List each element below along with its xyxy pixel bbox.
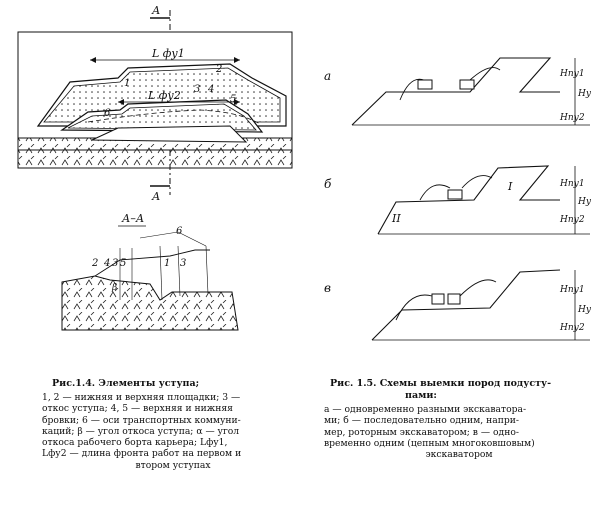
section-number-1: 1	[164, 258, 171, 269]
plan-number-2: 2	[216, 64, 223, 75]
fig15-caption-line: а — одновременно разными экскаватора-	[324, 404, 527, 415]
plan-number-6: 6	[104, 108, 111, 119]
roman-one: I	[508, 180, 513, 193]
fig15-caption-line: мер, роторным экскаватором; в — одно-	[324, 426, 519, 438]
fig14-section-view	[62, 212, 238, 330]
fig14-caption-line: каций; β — угол откоса уступа; α — угол	[42, 425, 240, 437]
scheme-c-label: в	[324, 281, 331, 295]
section-number-6: 6	[176, 226, 183, 237]
plan-number-4: 4	[208, 84, 215, 95]
scheme-a-label: а	[324, 69, 332, 83]
scheme-b-hu: Hу	[578, 197, 592, 207]
scheme-a-hpu1: Hпу1	[560, 69, 585, 79]
fig15-scheme-b	[324, 166, 592, 234]
fig15-caption-line: временно одним (цепным многоковшовым)	[324, 437, 535, 449]
length-fu2-label: L фу2	[148, 89, 181, 102]
plan-number-5: 5	[230, 94, 237, 105]
section-number-5: 5	[120, 258, 127, 269]
fig14-caption-title: Рис.1.4. Элементы уступа;	[52, 378, 200, 389]
fig14-caption-line: откоса рабочего борта карьера; Lфу1,	[42, 437, 228, 449]
plan-number-1: 1	[124, 78, 131, 89]
scheme-b-hpu2: Hпу2	[560, 215, 585, 225]
fig14-caption-line: Lфу2 — длина фронта работ на первом и	[42, 448, 242, 460]
section-mark-bottom: А	[152, 190, 161, 203]
roman-two: II	[392, 212, 401, 225]
plan-number-3: 3	[194, 84, 201, 95]
scheme-c-hu: Hу	[578, 305, 592, 315]
section-title: А–А	[122, 212, 145, 225]
fig14-caption-line: 1, 2 — нижняя и верхняя площадки; 3 —	[42, 392, 241, 403]
fig15-caption-line: экскаватором	[425, 449, 493, 461]
section-number-3b: 3	[180, 258, 187, 269]
scheme-c-hpu2: Hпу2	[560, 323, 585, 333]
fig15-caption-line: ми; б — последовательно одним, напри-	[324, 415, 519, 427]
section-mark-top: А	[152, 4, 161, 17]
length-fu1-label: L фу1	[152, 47, 185, 60]
fig14-caption-line: откос уступа; 4, 5 — верхняя и нижняя	[42, 403, 233, 415]
scheme-a-hu: Hу	[578, 89, 592, 99]
fig15-scheme-c	[324, 270, 592, 340]
scheme-b-hpu1: Hпу1	[560, 179, 585, 189]
scheme-b-label: б	[324, 177, 332, 191]
angle-beta-label: β	[112, 283, 118, 293]
fig14-caption-line: бровки; 6 — оси транспортных коммуни-	[42, 414, 241, 426]
scheme-a-hpu2: Hпу2	[560, 113, 585, 123]
fig15-caption-body	[324, 404, 594, 460]
fig14-plan-view	[18, 4, 292, 203]
fig15-scheme-a	[324, 58, 592, 125]
section-number-3a: 3	[112, 258, 119, 269]
fig15-caption-title: Рис. 1.5. Схемы выемки пород подусту-	[330, 378, 552, 389]
section-number-2: 2	[92, 258, 99, 269]
section-number-4: 4	[104, 258, 111, 269]
scheme-c-hpu1: Hпу1	[560, 285, 585, 295]
fig15-caption-title-cont: пами:	[405, 390, 437, 401]
fig14-caption-body	[42, 392, 304, 471]
fig14-caption-line: втором уступах	[135, 459, 211, 471]
